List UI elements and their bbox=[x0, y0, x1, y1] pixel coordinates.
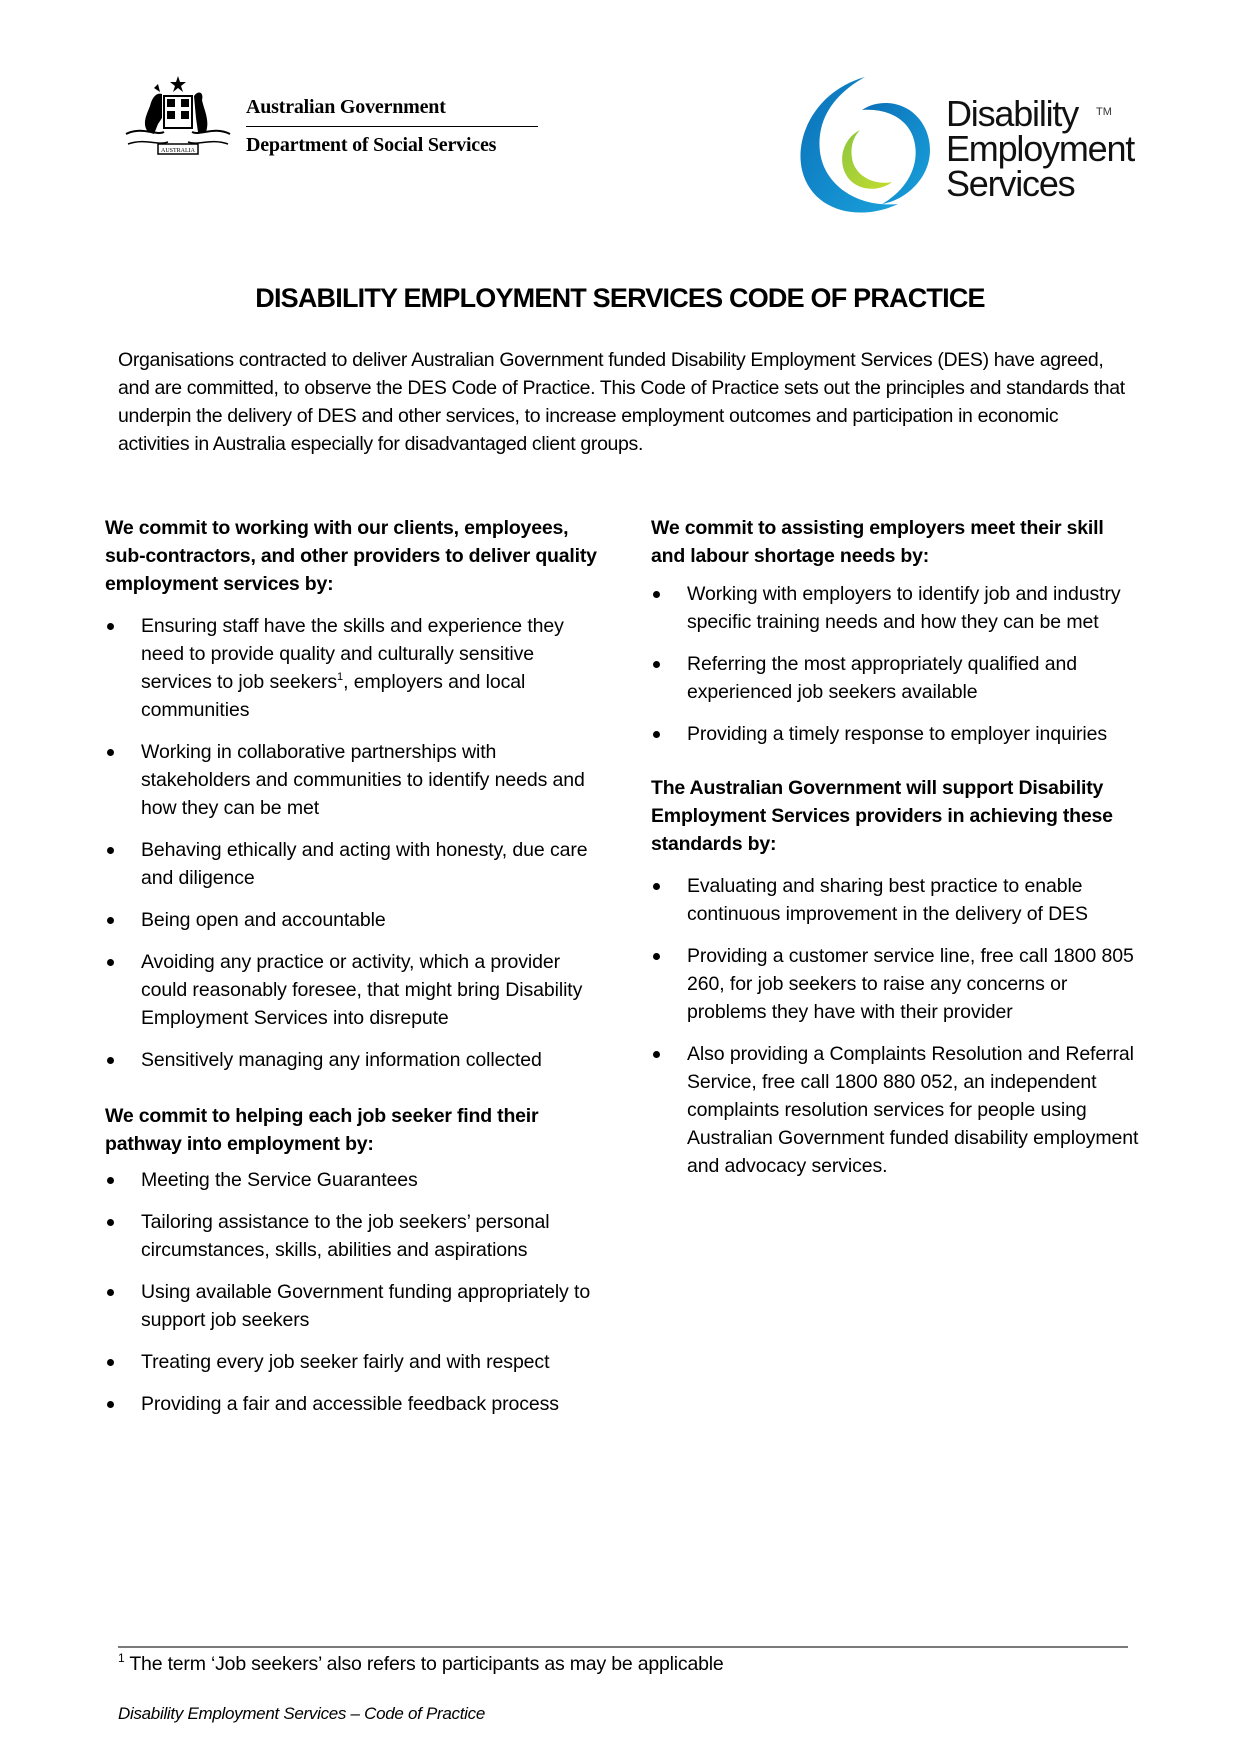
item-text: Tailoring assistance to the job seekers’ personal circumstances, skills, abilities and aspirations bbox=[141, 1211, 550, 1261]
list-item bbox=[105, 738, 605, 822]
item-text: Avoiding any practice or activity, which a provider could reasonably foresee, that might bring Disability Employment Services into disrepute bbox=[141, 951, 583, 1029]
section-job-seekers bbox=[105, 1102, 605, 1418]
des-swirl-logo-icon bbox=[790, 72, 940, 222]
footnote bbox=[118, 1651, 724, 1677]
item-text: Behaving ethically and acting with honesty, due care and diligence bbox=[141, 839, 588, 889]
list-item bbox=[651, 720, 1141, 748]
bullet-icon bbox=[107, 1057, 114, 1064]
list-item bbox=[105, 1348, 605, 1376]
item-text: Providing a fair and accessible feedback process bbox=[141, 1393, 559, 1415]
footnote-separator bbox=[118, 1646, 1128, 1648]
section-employers bbox=[651, 514, 1141, 748]
item-text: Ensuring staff have the skills and experience they need to provide quality and culturally sensitive services to job seekers bbox=[141, 615, 564, 693]
list-item bbox=[651, 1040, 1141, 1180]
bullet-list bbox=[105, 612, 605, 1074]
intro-paragraph: Organisations contracted to deliver Australian Government funded Disability Employment Services (DES) have agreed, and are committed, to observe the DES Code of Practice. This Code of Practice sets out the principles and standards that underpin the delivery of DES and other services, to increase employment outcomes and participation in economic activities in Australia especially for disadvantaged client groups. bbox=[118, 349, 1125, 455]
footnote-text: The term ‘Job seekers’ also refers to participants as may be applicable bbox=[124, 1653, 724, 1675]
item-text: Providing a customer service line, free call 1800 805 260, for job seekers to raise any concerns or problems they have with their provider bbox=[687, 945, 1134, 1023]
bullet-icon bbox=[107, 1289, 114, 1296]
section-heading: We commit to assisting employers meet their skill and labour shortage needs by: bbox=[651, 517, 1104, 567]
government-name: Australian Government bbox=[246, 96, 446, 118]
list-item bbox=[105, 906, 605, 934]
government-divider bbox=[246, 126, 538, 127]
item-text: Working with employers to identify job and industry specific training needs and how they can be met bbox=[687, 583, 1121, 633]
section-heading: We commit to helping each job seeker find their pathway into employment by: bbox=[105, 1105, 539, 1155]
department-name: Department of Social Services bbox=[246, 134, 497, 156]
right-column bbox=[651, 514, 1141, 1208]
bullet-icon bbox=[653, 661, 660, 668]
des-wordmark-line3: Services bbox=[946, 163, 1075, 204]
bullet-icon bbox=[107, 1401, 114, 1408]
footnote-reference[interactable]: 1 bbox=[337, 671, 344, 683]
list-item bbox=[651, 580, 1141, 636]
item-text: Meeting the Service Guarantees bbox=[141, 1169, 418, 1191]
page-title: DISABILITY EMPLOYMENT SERVICES CODE OF PRACTICE bbox=[255, 283, 985, 313]
list-item bbox=[651, 872, 1141, 928]
item-text: Working in collaborative partnerships with stakeholders and communities to identify needs and how they can be met bbox=[141, 741, 585, 819]
bullet-icon bbox=[653, 1051, 660, 1058]
bullet-icon bbox=[107, 847, 114, 854]
government-logo-block bbox=[118, 74, 538, 164]
list-item bbox=[105, 836, 605, 892]
item-text: Referring the most appropriately qualified and experienced job seekers available bbox=[687, 653, 1077, 703]
list-item bbox=[105, 612, 605, 724]
bullet-icon bbox=[107, 749, 114, 756]
left-column bbox=[105, 514, 605, 1446]
item-text: Being open and accountable bbox=[141, 909, 386, 931]
trademark-mark: TM bbox=[1096, 106, 1112, 118]
bullet-icon bbox=[653, 883, 660, 890]
bullet-icon bbox=[107, 1219, 114, 1226]
list-item bbox=[651, 650, 1141, 706]
des-wordmark-line1: Disability bbox=[946, 93, 1079, 134]
footnote-marker: 1 bbox=[118, 1651, 125, 1665]
bullet-icon bbox=[107, 1177, 114, 1184]
bullet-icon bbox=[107, 623, 114, 630]
bullet-icon bbox=[107, 1359, 114, 1366]
list-item bbox=[105, 1208, 605, 1264]
bullet-icon bbox=[653, 731, 660, 738]
item-text: Providing a timely response to employer inquiries bbox=[687, 723, 1107, 745]
bullet-icon bbox=[653, 953, 660, 960]
bullet-list bbox=[651, 872, 1141, 1180]
item-text: , employers and local communities bbox=[141, 671, 526, 721]
section-clients bbox=[105, 514, 605, 1074]
coat-of-arms-icon bbox=[118, 74, 238, 164]
list-item bbox=[105, 1046, 605, 1074]
item-text: Treating every job seeker fairly and with respect bbox=[141, 1351, 550, 1373]
section-heading: We commit to working with our clients, employees, sub-contractors, and other providers to deliver quality employment services by: bbox=[105, 517, 597, 595]
bullet-icon bbox=[107, 917, 114, 924]
bullet-icon bbox=[653, 591, 660, 598]
item-text: Sensitively managing any information collected bbox=[141, 1049, 542, 1071]
item-text: Also providing a Complaints Resolution and Referral Service, free call 1800 880 052, an independent complaints resolution services for people using Australian Government funded disability employment and advocacy services. bbox=[687, 1043, 1139, 1177]
page-footer: Disability Employment Services – Code of Practice bbox=[118, 1704, 486, 1723]
des-logo-block bbox=[790, 72, 1150, 222]
item-text: Using available Government funding appropriately to support job seekers bbox=[141, 1281, 591, 1331]
bullet-icon bbox=[107, 959, 114, 966]
des-wordmark-line2: Employment bbox=[946, 128, 1135, 169]
list-item bbox=[651, 942, 1141, 1026]
list-item bbox=[105, 1278, 605, 1334]
bullet-list bbox=[105, 1166, 605, 1418]
item-text: Evaluating and sharing best practice to enable continuous improvement in the delivery of DES bbox=[687, 875, 1088, 925]
section-government-support bbox=[651, 774, 1141, 1180]
section-heading: The Australian Government will support Disability Employment Services providers in achieving these standards by: bbox=[651, 777, 1113, 855]
svg-text:AUSTRALIA: AUSTRALIA bbox=[161, 148, 195, 154]
list-item bbox=[105, 948, 605, 1032]
list-item bbox=[105, 1390, 605, 1418]
bullet-list bbox=[651, 580, 1141, 748]
list-item bbox=[105, 1166, 605, 1194]
